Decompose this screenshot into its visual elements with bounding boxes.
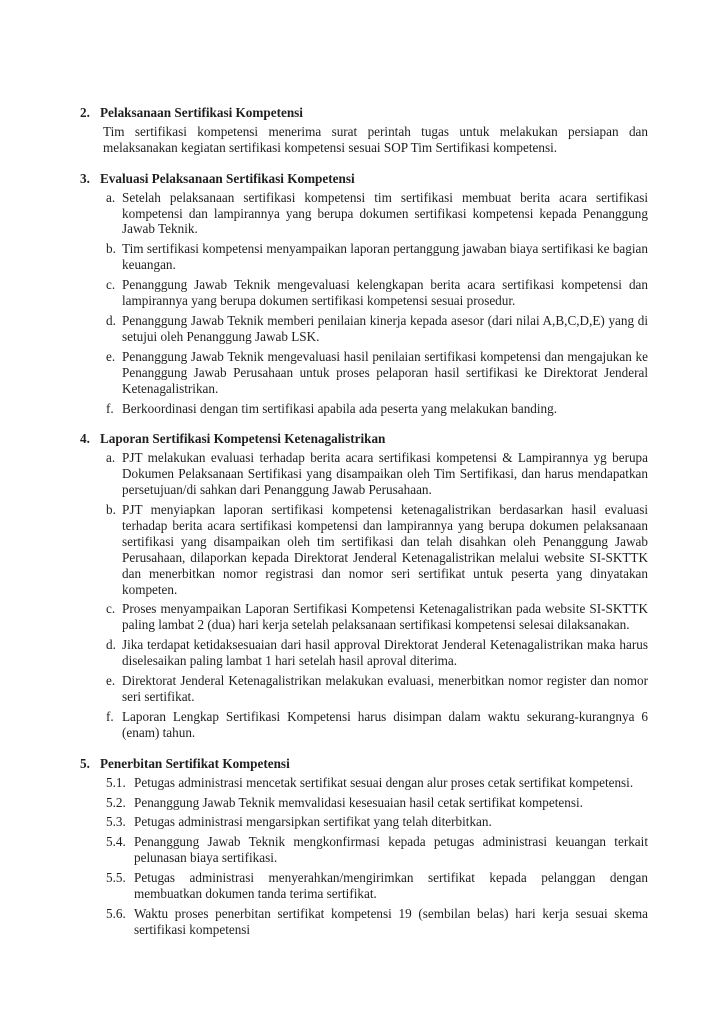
list-item-text: Penanggung Jawab Teknik mengevaluasi hasil penilaian sertifikasi kompetensi dan mengajukan ke Penanggung Jawab Perusahaan untuk proses pelaporan hasil sertifikasi ke Direktorat Jenderal Ketenagalistrikan.	[122, 348, 648, 396]
list-item-text: Berkoordinasi dengan tim sertifikasi apabila ada peserta yang melakukan banding.	[122, 400, 558, 416]
list-item	[106, 814, 648, 830]
list-item-text: Direktorat Jenderal Ketenagalistrikan melakukan evaluasi, menerbitkan nomor register dan nomor seri sertifikat.	[122, 673, 648, 704]
section-number: 2.	[80, 105, 90, 120]
list-item	[106, 313, 648, 345]
section-number: 5.	[80, 755, 90, 771]
section-title: Penerbitan Sertifikat Kompetensi	[100, 755, 290, 771]
list-item	[106, 906, 648, 938]
section-heading	[80, 431, 648, 447]
list-item-label: e.	[106, 348, 116, 364]
section-number: 3.	[80, 170, 90, 186]
list-item-label: c.	[106, 277, 116, 293]
document-section	[80, 756, 648, 938]
list-item	[106, 870, 648, 902]
section-items	[106, 775, 648, 938]
list-item-text: Jika terdapat ketidaksesuaian dari hasil approval Direktorat Jenderal Ketenagalistrikan maka harus diselesaikan paling lambat 1 hari setelah hasil aproval diterima.	[122, 637, 648, 669]
list-item-text: Waktu proses penerbitan sertifikat kompetensi 19 (sembilan belas) hari kerja sesuai skema sertifikasi kompetensi	[134, 905, 648, 937]
list-item-label: a.	[106, 450, 116, 466]
list-item	[106, 277, 648, 309]
list-item-text: Petugas administrasi mencetak sertifikat sesuai dengan alur proses cetak sertifikat kompetensi.	[134, 774, 634, 790]
list-item-label: b.	[106, 241, 116, 257]
list-item	[106, 190, 648, 238]
list-item-label: e.	[106, 673, 116, 689]
list-item-label: 5.2.	[106, 794, 126, 810]
list-item	[106, 795, 648, 811]
list-item	[106, 637, 648, 669]
list-item-label: 5.1.	[106, 774, 126, 790]
list-item-label: d.	[106, 312, 116, 328]
list-item	[106, 502, 648, 597]
list-item-text: Proses menyampaikan Laporan Sertifikasi Kompetensi Ketenagalistrikan pada website SI-SKTTK paling lambat 2 (dua) hari kerja setelah pelaksanaan sertifikasi kompetensi selesai dilaksanakan.	[122, 601, 648, 633]
list-item-text: Penanggung Jawab Teknik memberi penilaian kinerja kepada asesor (dari nilai A,B,C,D,E) yang di setujui oleh Penanggung Jawab LSK.	[122, 312, 648, 344]
list-item	[106, 241, 648, 273]
list-item-text: PJT melakukan evaluasi terhadap berita acara sertifikasi kompetensi & Lampirannya yg berupa Dokumen Pelaksanaan Sertifikasi yang disampaikan oleh Tim Sertifikasi, dan harus mendapatkan persetujuan/di sahkan dari Penanggung Jawab Perusahaan.	[122, 450, 648, 498]
list-item-text: Penanggung Jawab Teknik memvalidasi kesesuaian hasil cetak sertifikat kompetensi.	[134, 794, 583, 810]
document-section	[80, 431, 648, 740]
document-section	[80, 105, 648, 156]
document-section	[80, 171, 648, 417]
section-paragraph: Tim sertifikasi kompetensi menerima surat perintah tugas untuk melakukan persiapan dan melaksanakan kegiatan sertifikasi kompetensi sesuai SOP Tim Sertifikasi kompetensi.	[103, 123, 648, 155]
list-item-label: 5.4.	[106, 834, 126, 850]
list-item-text: PJT menyiapkan laporan sertifikasi kompetensi ketenagalistrikan berdasarkan hasil evaluasi terhadap berita acara sertifikasi kompetensi dan lampirannya yang berupa dokumen pelaksanaan sertifikasi yang disampaikan oleh tim sertifikasi dan telah disahkan oleh Penanggung Jawab Perusahaan, dilaporkan kepada Direktorat Jenderal Ketenagalistrikan melalui website SI-SKTTK dan menerbitkan nomor registrasi dan nomor seri sertifikat untuk peserta yang dinyatakan kompeten.	[122, 502, 648, 597]
section-heading	[80, 171, 648, 187]
list-item	[106, 349, 648, 397]
list-item-text: Tim sertifikasi kompetensi menyampaikan laporan pertanggung jawaban biaya sertifikasi ke bagian keuangan.	[122, 241, 648, 273]
list-item	[106, 601, 648, 633]
section-items	[106, 190, 648, 417]
list-item	[106, 709, 648, 741]
list-item-label: 5.5.	[106, 870, 126, 886]
section-heading	[80, 756, 648, 772]
list-item-text: Setelah pelaksanaan sertifikasi kompetensi tim sertifikasi membuat berita acara sertifikasi kompetensi dan lampirannya yang berupa dokumen sertifikasi kompetensi kepada Penanggung Jawab Teknik.	[122, 189, 648, 237]
list-item-label: f.	[106, 400, 114, 416]
list-item	[106, 834, 648, 866]
list-item-text: Penanggung Jawab Teknik mengevaluasi kelengkapan berita acara sertifikasi kompetensi dan lampirannya yang berupa dokumen sertifikasi kompetensi sesuai prosedur.	[122, 277, 648, 309]
list-item-label: 5.6.	[106, 905, 126, 921]
list-item-text: Petugas administrasi mengarsipkan sertifikat yang telah diterbitkan.	[134, 814, 492, 830]
list-item	[106, 775, 648, 791]
list-item-text: Petugas administrasi menyerahkan/mengirimkan sertifikat kepada pelanggan dengan membuatkan dokumen tanda terima sertifikat.	[134, 870, 648, 902]
section-number: 4.	[80, 431, 90, 447]
section-items	[106, 450, 648, 740]
list-item	[106, 401, 648, 417]
section-title: Laporan Sertifikasi Kompetensi Ketenagalistrikan	[100, 431, 386, 447]
list-item-text: Laporan Lengkap Sertifikasi Kompetensi harus disimpan dalam waktu sekurang-kurangnya 6 (enam) tahun.	[122, 708, 648, 740]
list-item-label: f.	[106, 708, 114, 724]
list-item	[106, 450, 648, 498]
section-title: Evaluasi Pelaksanaan Sertifikasi Kompetensi	[100, 170, 355, 186]
list-item-label: a.	[106, 189, 116, 205]
section-heading	[80, 105, 648, 121]
list-item	[106, 673, 648, 705]
list-item-label: d.	[106, 637, 116, 653]
section-title: Pelaksanaan Sertifikasi Kompetensi	[100, 105, 303, 120]
list-item-text: Penanggung Jawab Teknik mengkonfirmasi kepada petugas administrasi keuangan terkait pelunasan biaya sertifikasi.	[134, 834, 648, 866]
list-item-label: b.	[106, 502, 116, 518]
list-item-label: 5.3.	[106, 814, 126, 830]
list-item-label: c.	[106, 601, 116, 617]
document-body	[80, 105, 648, 938]
